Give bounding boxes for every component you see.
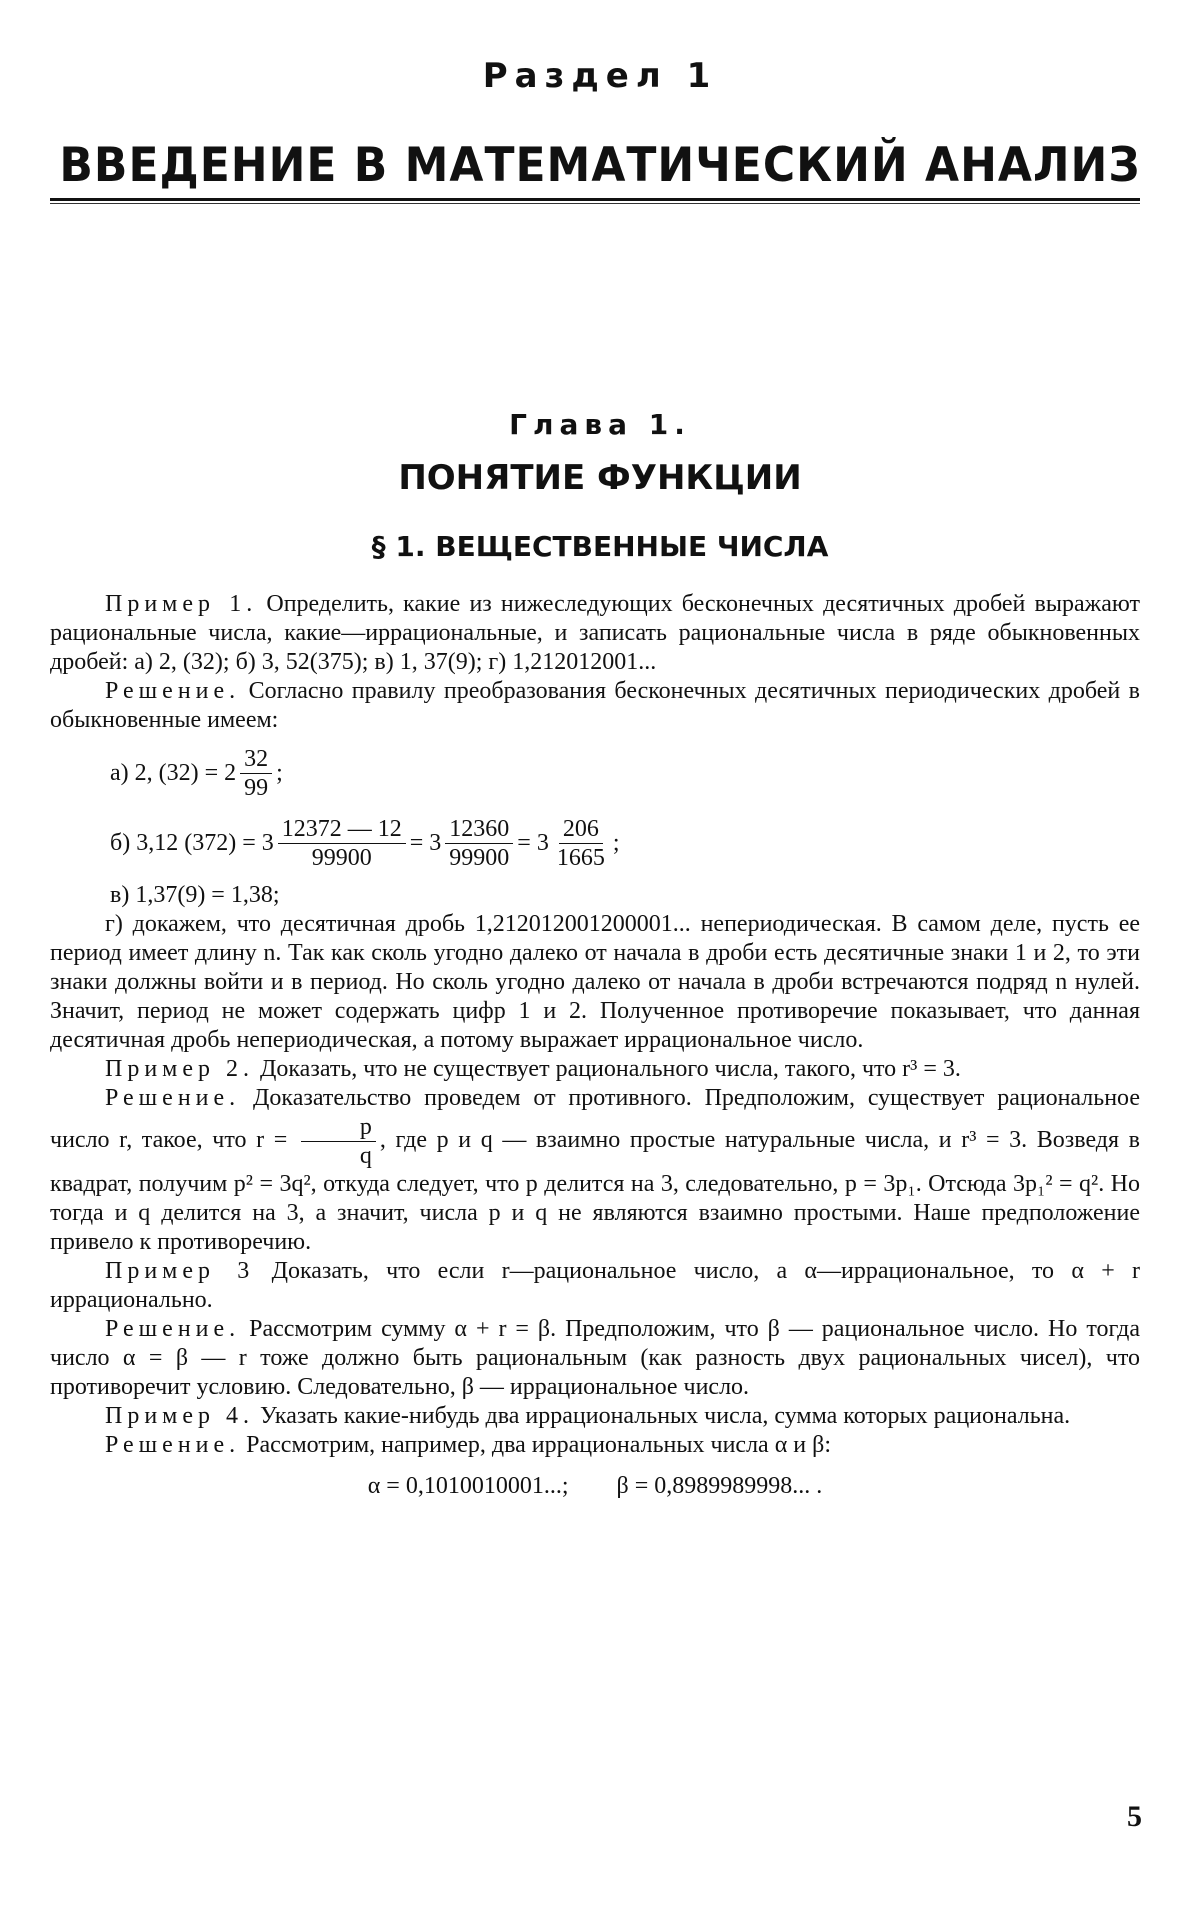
section-label: Раздел 1 <box>482 56 718 96</box>
equation-b <box>110 811 1140 875</box>
equation-c: в) 1,37(9) = 1,38; <box>110 882 280 908</box>
example-2 <box>50 1055 1140 1084</box>
solution-2-label: Решение. <box>105 1085 241 1111</box>
equation-a-suffix: ; <box>276 759 283 786</box>
solution-2-text-after: , где p и q — взаимно простые натуральные числа, и r³ = 3. Возведя в квадрат, получим p² = 3q², откуда следует, что p делится на 3, следовательно, p = 3p₁. Отсюда 3p₁² = q². Но тогда и q делится на 3, а значит, числа p и q не являются взаимно простыми. Наше предположение привело к противоречию. <box>50 1127 1140 1255</box>
solution-4 <box>50 1431 1140 1460</box>
equation-b-suffix: ; <box>612 829 620 856</box>
example-4-label: Пример 4. <box>105 1403 255 1429</box>
solution-1-part-d: г) докажем, что десятичная дробь 1,212012001200001... непериодическая. В самом деле, пусть ее период имеет длину n. Так как сколь угодно далеко от начала в дроби есть десятичные знаки 1 и 2, то эти знаки должны войти и в период. Но сколь угодно далеко от начала в дроби встречаются подряд n нулей. Значит, период не может содержать цифр 1 и 2. Полученное противоречие показывает, что данная десятичная дробь непериодическая, а потому выражает иррациональное число. <box>50 911 1140 1053</box>
example-2-label: Пример 2. <box>105 1056 255 1082</box>
solution-1-text: Согласно правилу преобразования бесконечных десятичных периодических дробей в обыкновенные имеем: <box>50 678 1141 733</box>
equation-a-prefix: а) 2, (32) = 2 <box>110 759 237 786</box>
section-title: ВВЕДЕНИЕ В МАТЕМАТИЧЕСКИЙ АНАЛИЗ <box>59 137 1141 194</box>
body-text <box>50 590 1140 1501</box>
example-3-label: Пример 3 <box>105 1258 255 1284</box>
fraction-numerator: p <box>301 1113 376 1142</box>
fraction-denominator: 99900 <box>449 844 510 871</box>
equation-b-fraction-1 <box>278 815 406 872</box>
solution-3-text: Рассмотрим сумму α + r = β. Предположим, что β — рациональное число. Но тогда число α = β — r тоже должно быть рациональным (как разность двух рациональных чисел), что противоречит условию. Следовательно, β — иррациональное число. <box>50 1316 1140 1400</box>
fraction-numerator: 12372 — 12 <box>278 815 406 844</box>
solution-4-label: Решение. <box>105 1432 241 1458</box>
example-2-text: Доказать, что не существует рационального числа, такого, что r³ = 3. <box>260 1056 961 1082</box>
fraction-numerator: 12360 <box>445 815 513 844</box>
solution-3 <box>50 1315 1140 1402</box>
example-1 <box>50 590 1140 677</box>
paragraph-title: § 1. ВЕЩЕСТВЕННЫЕ ЧИСЛА <box>371 530 829 563</box>
chapter-label: Глава 1. <box>509 408 691 441</box>
chapter-title: ПОНЯТИЕ ФУНКЦИИ <box>398 458 802 498</box>
example-1-text: Определить, какие из нижеследующих бесконечных десятичных дробей выражают рациональные числа, какие—иррациональные, и записать рациональные числа в ряде обыкновенных дробей: а) 2, (32); б) 3, 52(375); в) 1, 37(9); г) 1,212012001... <box>50 591 1140 675</box>
solution-3-label: Решение. <box>105 1316 241 1342</box>
page-number: 5 <box>1127 1800 1142 1833</box>
solution-2 <box>50 1084 1140 1257</box>
header-rule-thin <box>50 203 1140 204</box>
equation-b-fraction-2 <box>445 815 513 872</box>
solution-1 <box>50 677 1140 735</box>
equation-b-mid-1: = 3 <box>409 829 442 856</box>
equation-a <box>110 741 1140 805</box>
fraction-numerator: 32 <box>240 745 272 774</box>
fraction-denominator: 99900 <box>311 844 372 871</box>
solution-4-equation: α = 0,1010010001...; β = 0,8989989998... . <box>367 1473 823 1499</box>
example-1-label: Пример 1. <box>105 591 258 617</box>
fraction-denominator: q <box>359 1143 372 1169</box>
equation-a-fraction <box>240 745 272 802</box>
example-3-text: Доказать, что если r—рациональное число, а α—иррациональное, то α + r иррационально. <box>50 1258 1141 1313</box>
solution-2-fraction <box>301 1113 376 1170</box>
equation-b-fraction-3 <box>553 815 609 872</box>
fraction-denominator: 99 <box>244 774 269 801</box>
fraction-numerator: 206 <box>559 815 603 844</box>
example-3 <box>50 1257 1140 1315</box>
header-rule <box>50 198 1140 201</box>
solution-2-text-before: Доказательство проведем от противного. Предположим, существует рациональное число r, такое, что r = <box>50 1085 1141 1154</box>
equation-b-prefix: б) 3,12 (372) = 3 <box>110 829 274 856</box>
example-4 <box>50 1402 1140 1431</box>
example-4-text: Указать какие-нибудь два иррациональных числа, сумма которых рациональна. <box>260 1403 1071 1429</box>
fraction-denominator: 1665 <box>556 844 605 871</box>
solution-1-label: Решение. <box>105 678 241 704</box>
solution-4-text: Рассмотрим, например, два иррациональных числа α и β: <box>246 1432 832 1458</box>
equation-b-mid-2: = 3 <box>517 829 549 856</box>
